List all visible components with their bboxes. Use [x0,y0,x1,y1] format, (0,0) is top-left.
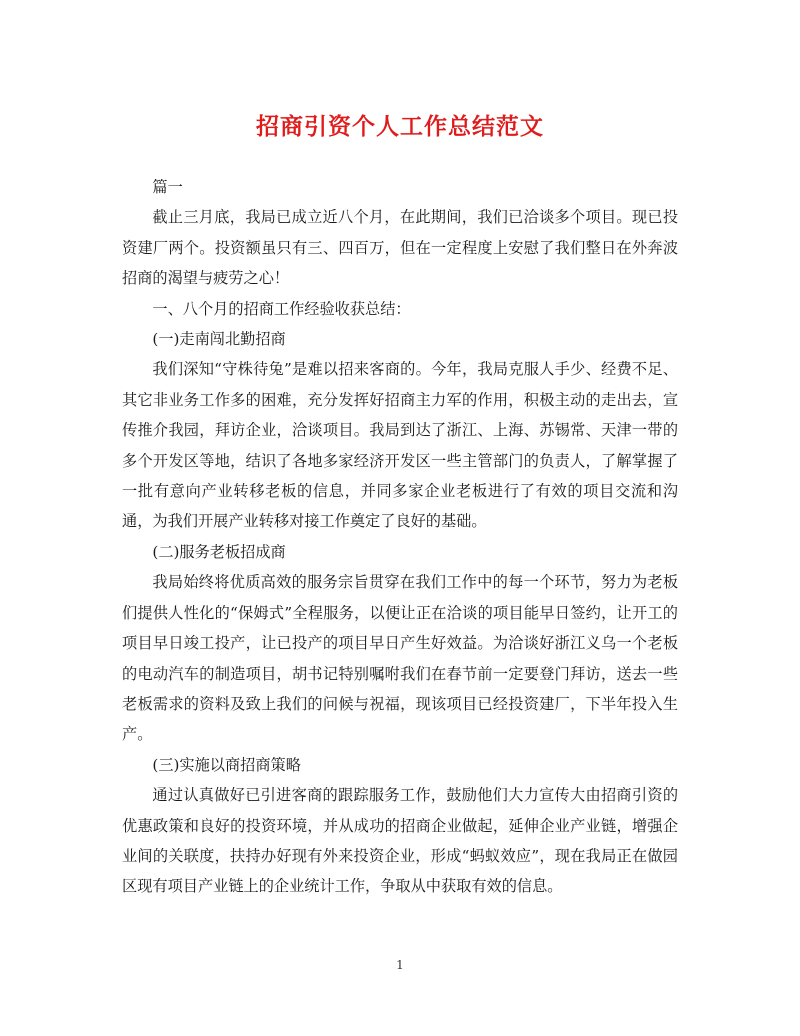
subheading-2: (二)服务老板招成商 [152,542,286,561]
document-body [122,172,678,902]
subheading-3: (三)实施以商招商策略 [152,755,301,774]
section-heading-summary: 一、八个月的招商工作经验收获总结： [152,299,411,318]
page-number: 1 [396,958,404,972]
paragraph-1: 我们深知“守株待兔”是难以招来客商的。今年，我局克服人手少、经费不足、其它非业务工作多的困难，充分发挥好招商主力军的作用，积极主动的走出去，宣传推介我园，拜访企业，洽谈项目。我局到达了浙江、上海、苏锡常、天津一带的多个开发区等地，结识了各地多家经济开发区一些主管部门的负责人，了解掌握了一批有意向产业转移老板的信息，并同多家企业老板进行了有效的项目交流和沟通，为我们开展产业转移对接工作奠定了良好的基础。 [122,360,678,531]
subheading-1: (一)走南闯北勤招商 [152,330,286,349]
paragraph-intro: 截止三月底，我局已成立近八个月，在此期间，我们已洽谈多个项目。现已投资建厂两个。投资额虽只有三、四百万，但在一定程度上安慰了我们整日在外奔波招商的渴望与疲劳之心！ [122,208,678,288]
paragraph-2: 我局始终将优质高效的服务宗旨贯穿在我们工作中的每一个环节，努力为老板们提供人性化的“保姆式”全程服务，以便让正在洽谈的项目能早日签约，让开工的项目早日竣工投产，让已投产的项目早日产生好效益。为洽谈好浙江义乌一个老板的电动汽车的制造项目，胡书记特别嘱咐我们在春节前一定要登门拜访，送去一些老板需求的资料及致上我们的问候与祝福，现该项目已经投资建厂，下半年投入生产。 [122,573,678,744]
paragraph-3: 通过认真做好已引进客商的跟踪服务工作，鼓励他们大力宣传大由招商引资的优惠政策和良好的投资环境，并从成功的招商企业做起，延伸企业产业链，增强企业间的关联度，扶持办好现有外来投资企业，形成“蚂蚁效应”，现在我局正在做园区现有项目产业链上的企业统计工作，争取从中获取有效的信息。 [122,786,678,896]
section-heading-part-one: 篇一 [152,178,183,196]
document-title: 招商引资个人工作总结范文 [256,113,544,140]
